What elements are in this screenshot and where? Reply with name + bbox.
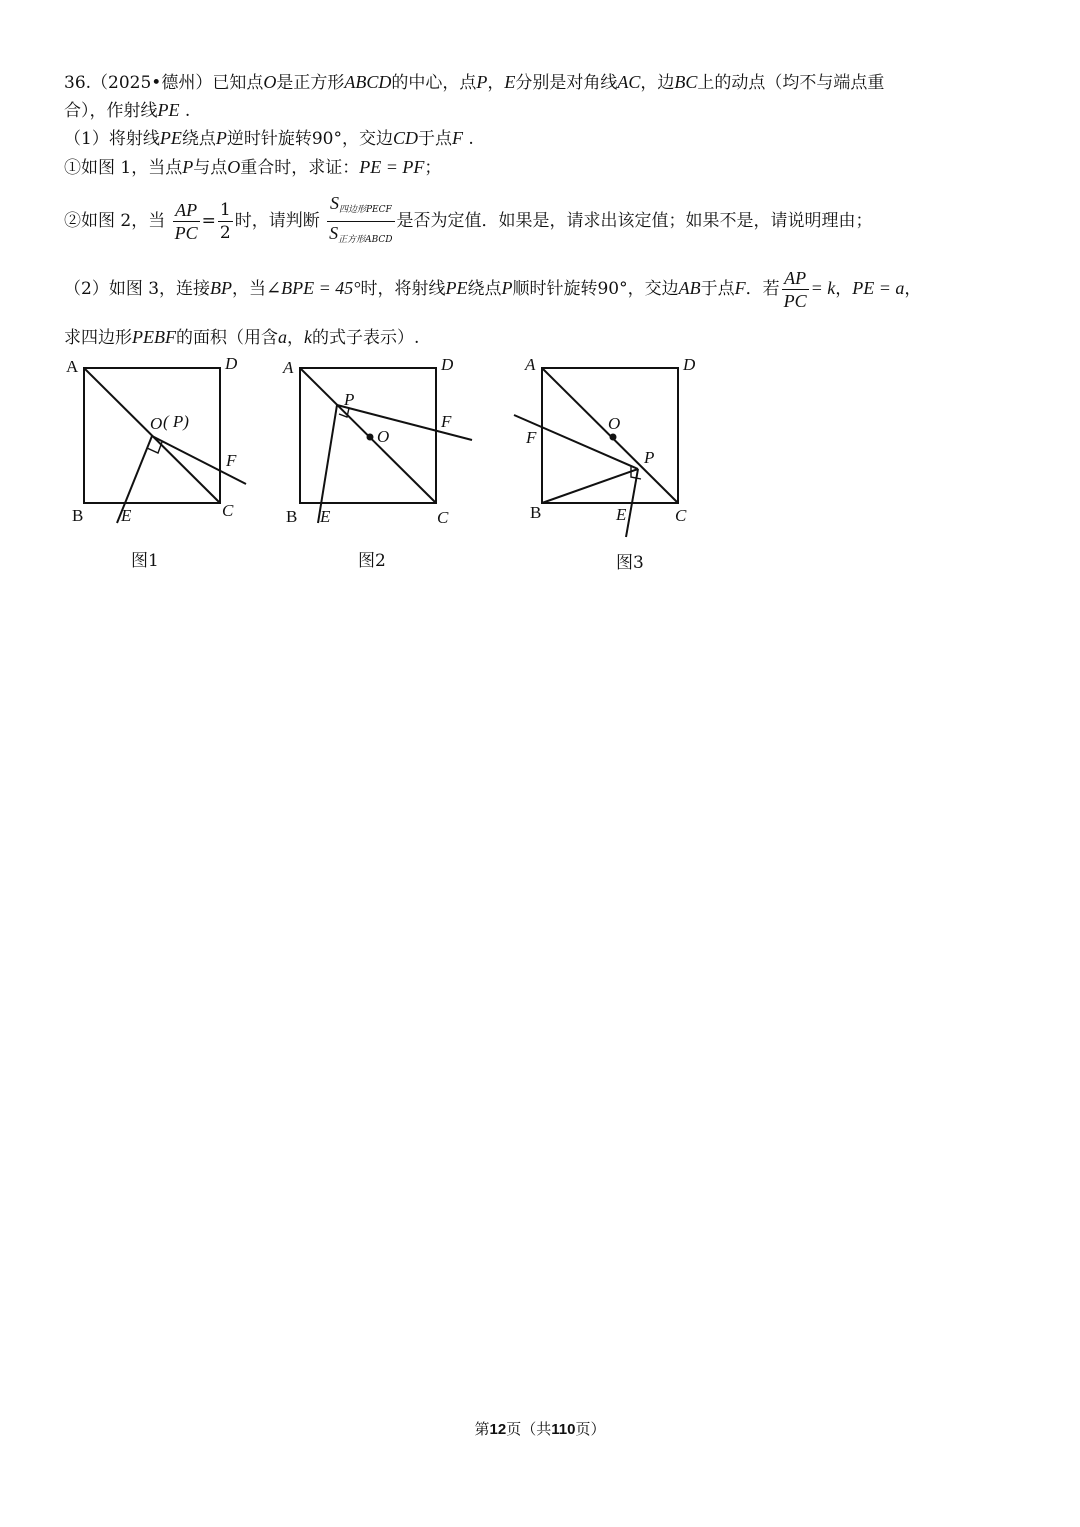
var-o: O (227, 157, 241, 177)
fig3-label-a: A (525, 355, 536, 374)
fig1-label-a: A (66, 357, 79, 376)
frac-num: AP (782, 268, 809, 290)
stem-text: 分别是对角线 (515, 73, 618, 93)
q1-sub1 (64, 153, 441, 178)
fig2-caption: 图2 (358, 551, 386, 571)
angle-value: 90° (597, 279, 628, 299)
var-p: P (215, 128, 227, 148)
var-s: S (329, 223, 339, 243)
q2-text: 顺时针旋转 (512, 279, 598, 299)
var-bc: BC (674, 72, 698, 92)
fig1-label-d: D (225, 354, 238, 373)
fig3-label-o: O (608, 414, 621, 433)
footer-text: 第 (474, 1420, 490, 1438)
q2-text: ， (835, 279, 853, 299)
q2-text: （2）如图 3，连接 (64, 279, 211, 299)
var-pebf: PEBF (132, 327, 176, 347)
q1-text: 逆时针旋转 (226, 129, 312, 149)
problem-line-1 (64, 68, 884, 93)
var-p: P (476, 72, 488, 92)
fig2-label-a: A (283, 358, 294, 377)
fig1-label-b: B (72, 506, 84, 525)
figures-svg (0, 345, 1080, 605)
fraction-ap-pc (782, 268, 809, 311)
q1-text: 于点 (417, 129, 452, 149)
fig2-label-e: E (320, 507, 331, 526)
q2-text: ， (286, 328, 304, 348)
q1-sub1-text: ； (424, 158, 442, 178)
stem-text: 是正方形 (276, 73, 345, 93)
frac-den: PC (174, 223, 198, 243)
q1-text: ，交边 (341, 129, 393, 149)
var-p: P (182, 157, 194, 177)
q1-sub1-text: ①如图 1，当点 (64, 158, 183, 178)
var-abcd: ABCD (344, 72, 392, 92)
frac-den: PC (783, 291, 807, 311)
var-ab: AB (678, 278, 701, 298)
var-pe: PE (159, 128, 182, 148)
subscript-abcd: 正方形ABCD (338, 235, 393, 245)
var-a: a (277, 327, 287, 347)
fig2-label-p: P (344, 390, 355, 409)
frac-num: 1 (219, 200, 231, 220)
fig3-label-c: C (675, 506, 687, 525)
q1-sub2 (64, 193, 873, 250)
q1-intro (64, 124, 474, 149)
q2-text: ，交边 (627, 279, 679, 299)
fig1-diagonal-ac (84, 368, 220, 503)
equation-pe-a: PE = a (852, 278, 905, 298)
q2-text: 时，将射线 (360, 279, 446, 299)
q2-line-1 (64, 268, 921, 311)
var-cd: CD (392, 128, 418, 148)
q1-text: （1）将射线 (64, 129, 160, 149)
fig3-point-o (610, 434, 617, 441)
var-f: F (451, 128, 463, 148)
fig2-ray-pf (337, 405, 472, 440)
fraction-area-ratio (327, 193, 394, 250)
angle-value: 90° (311, 129, 342, 149)
fig2-label-c: C (437, 508, 449, 527)
fig1-label-c: C (222, 501, 234, 520)
var-k: k (303, 327, 312, 347)
q1-text: . (462, 129, 474, 149)
fig3-segment-bp (542, 469, 638, 503)
q2-text: 绕点 (467, 279, 502, 299)
page-footer (0, 1418, 1080, 1439)
q1-sub1-text: 重合时，求证： (240, 158, 360, 178)
fig3-label-b: B (530, 503, 542, 522)
fig2-label-d: D (441, 355, 454, 374)
var-e: E (504, 72, 516, 92)
var-pe: PE (445, 278, 468, 298)
fig1-label-p: ( P) (163, 412, 189, 431)
fig2-label-o: O (377, 427, 390, 446)
problem-line-2 (64, 96, 190, 121)
q2-text: ．若 (745, 279, 780, 299)
q2-text: 于点 (700, 279, 735, 299)
fig2-point-o (367, 434, 374, 441)
q2-text: ， (904, 279, 922, 299)
fraction-ap-pc (173, 200, 200, 243)
equation-pe-pf: PE = PF (359, 157, 425, 177)
problem-source: （2025•德州） (91, 73, 213, 93)
q1-sub2-text: 是否为定值．如果是，请求出该定值；如果不是，请说明理由； (396, 211, 873, 231)
fig1-label-e: E (121, 506, 132, 525)
equals-sign: = (201, 211, 216, 231)
fraction-one-half (218, 200, 233, 243)
problem-number: 36. (64, 73, 92, 93)
page-number: 12 (489, 1421, 507, 1438)
stem-text: 已知点 (212, 73, 264, 93)
frac-den: 2 (219, 223, 231, 243)
fig3-label-f: F (526, 428, 537, 447)
q1-sub2-text: ②如图 2，当 (64, 211, 166, 231)
stem-text: 上的动点（均不与端点重 (697, 73, 885, 93)
equation-k: = k (810, 278, 836, 298)
stem-text: ，边 (640, 73, 675, 93)
stem-text: 合），作射线 (64, 101, 158, 121)
footer-text: 页） (575, 1420, 606, 1438)
stem-text: ， (487, 73, 505, 93)
q1-sub1-text: 与点 (193, 158, 228, 178)
q1-sub2-text: 时，请判断 (234, 211, 320, 231)
total-pages: 110 (551, 1421, 576, 1438)
fig1-caption: 图1 (131, 551, 159, 571)
fig2-ray-pe (318, 405, 337, 523)
fig3-caption: 图3 (616, 553, 644, 573)
var-ac: AC (617, 72, 641, 92)
stem-text: 的中心，点 (391, 73, 477, 93)
fig2-label-f: F (441, 412, 452, 431)
fig3-label-e: E (616, 505, 627, 524)
footer-text: 页（共 (506, 1420, 552, 1438)
var-s: S (329, 193, 339, 213)
fig1-label-f: F (226, 451, 237, 470)
frac-num: AP (173, 200, 200, 222)
q2-text: 的面积（用含 (175, 328, 278, 348)
fig3-label-d: D (683, 355, 696, 374)
var-o: O (263, 72, 277, 92)
angle-bpe: ∠BPE = 45° (266, 278, 361, 298)
q1-text: 绕点 (181, 129, 216, 149)
fig1-label-o: O (150, 414, 163, 433)
var-pe: PE (157, 100, 180, 120)
var-f: F (734, 278, 746, 298)
var-bp: BP (210, 278, 233, 298)
q2-text: 求四边形 (64, 328, 132, 348)
stem-text: . (179, 101, 191, 121)
var-p: P (501, 278, 513, 298)
subscript-pecf: 四边形PECF (338, 205, 392, 215)
q2-text: ，当 (232, 279, 267, 299)
q2-text: 的式子表示）. (311, 328, 420, 348)
fig2-label-b: B (286, 507, 298, 526)
fig3-label-p: P (644, 448, 655, 467)
